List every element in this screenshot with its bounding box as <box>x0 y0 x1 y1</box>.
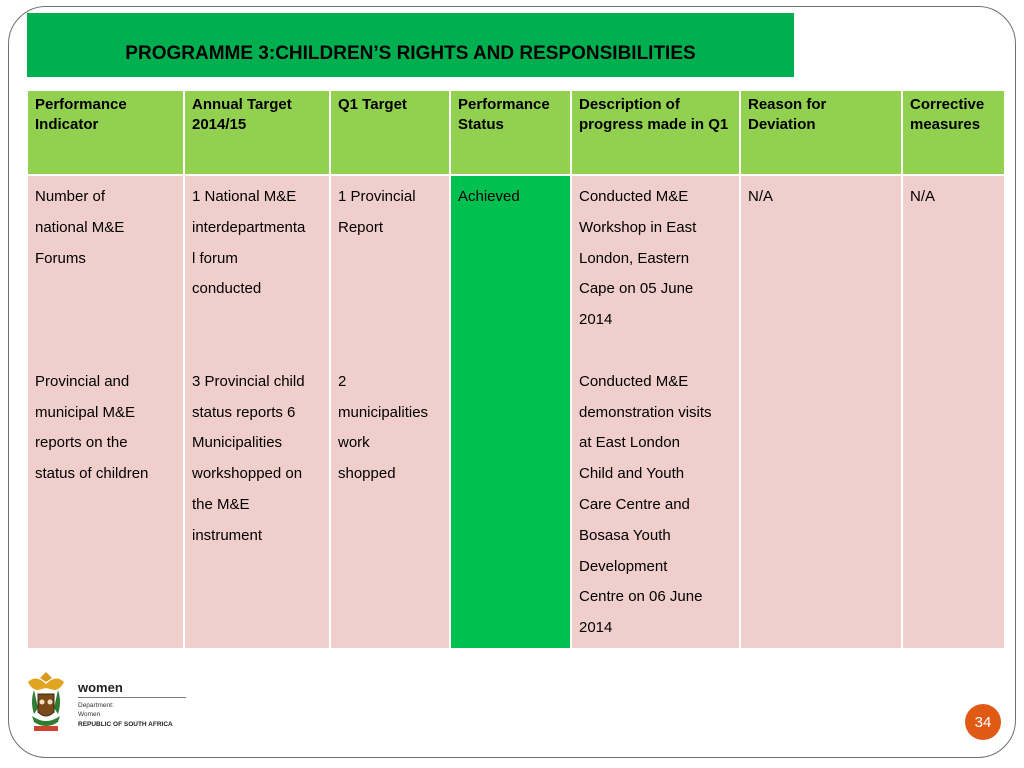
header-corrective-measures: Corrective measures <box>902 90 1005 175</box>
description-line: at East London <box>579 434 680 452</box>
annual-target-line: conducted <box>192 280 262 298</box>
annual-target-line: l forum <box>192 249 238 267</box>
performance-table <box>26 89 1006 650</box>
annual-target-line: 1 National M&E <box>192 188 297 205</box>
description-line: 2014 <box>579 619 613 637</box>
logo-department-label: Department: <box>78 702 114 709</box>
description-line: Care Centre and <box>579 495 690 513</box>
q1-target-line: municipalities <box>338 403 429 421</box>
cell-description <box>571 175 740 649</box>
reason-text: N/A <box>748 188 774 205</box>
header-performance-status: Performance Status <box>450 90 571 175</box>
page-number: 34 <box>974 713 992 731</box>
description-line: Workshop in East <box>579 218 697 236</box>
cell-reason-for-deviation <box>740 175 902 649</box>
annual-target-line: the M&E <box>192 495 250 513</box>
q1-target-line: 2 <box>338 372 347 390</box>
header-q1-target: Q1 Target <box>330 90 450 175</box>
indicator-line: reports on the <box>35 434 128 452</box>
indicator-line: national M&E <box>35 218 125 236</box>
q1-target-line: work <box>338 434 370 452</box>
annual-target-line: 3 Provincial child <box>192 372 305 390</box>
q1-target-line: Report <box>338 218 384 236</box>
logo-wordmark: women <box>78 680 123 695</box>
logo-divider <box>78 697 186 698</box>
annual-target-line: Municipalities <box>192 434 283 452</box>
description-line: London, Eastern <box>579 249 690 267</box>
logo-country: REPUBLIC OF SOUTH AFRICA <box>78 721 173 728</box>
table-row <box>27 175 1005 649</box>
logo-department-name: Women <box>78 711 101 718</box>
coat-of-arms-icon <box>22 668 70 738</box>
header-reason-for-deviation: Reason for Deviation <box>740 90 902 175</box>
corrective-text: N/A <box>910 188 936 205</box>
annual-target-line: instrument <box>192 526 263 544</box>
department-logo <box>22 668 197 738</box>
q1-target-line: 1 Provincial <box>338 188 416 205</box>
description-line: 2014 <box>579 311 613 329</box>
description-line: Conducted M&E <box>579 372 689 390</box>
header-performance-indicator: Performance Indicator <box>27 90 184 175</box>
cell-corrective-measures <box>902 175 1005 649</box>
header-description: Description of progress made in Q1 <box>571 90 740 175</box>
description-line: Bosasa Youth <box>579 526 671 544</box>
description-line: Centre on 06 June <box>579 588 703 606</box>
cell-q1-target <box>330 175 450 649</box>
cell-annual-target <box>184 175 330 649</box>
status-text: Achieved <box>458 188 520 205</box>
cell-performance-indicator <box>27 175 184 649</box>
header-row <box>27 90 1005 175</box>
description-line: Development <box>579 557 668 575</box>
indicator-line: Provincial and <box>35 372 130 390</box>
indicator-line: Forums <box>35 249 86 267</box>
indicator-line: status of children <box>35 465 149 483</box>
annual-target-line: workshopped on <box>192 465 303 483</box>
description-line: Cape on 05 June <box>579 280 694 298</box>
annual-target-line: status reports 6 <box>192 403 296 421</box>
cell-performance-status <box>450 175 571 649</box>
header-annual-target: Annual Target 2014/15 <box>184 90 330 175</box>
title-bar <box>27 13 794 77</box>
q1-target-line: shopped <box>338 465 396 483</box>
indicator-line: Number of <box>35 188 106 205</box>
description-line: demonstration visits <box>579 403 712 421</box>
page-number-badge <box>965 704 1001 740</box>
indicator-line: municipal M&E <box>35 403 136 421</box>
slide-title: PROGRAMME 3:CHILDREN’S RIGHTS AND RESPONSIBILITIES <box>125 43 696 64</box>
description-line: Conducted M&E <box>579 188 689 205</box>
annual-target-line: interdepartmenta <box>192 218 306 236</box>
description-line: Child and Youth <box>579 465 685 483</box>
